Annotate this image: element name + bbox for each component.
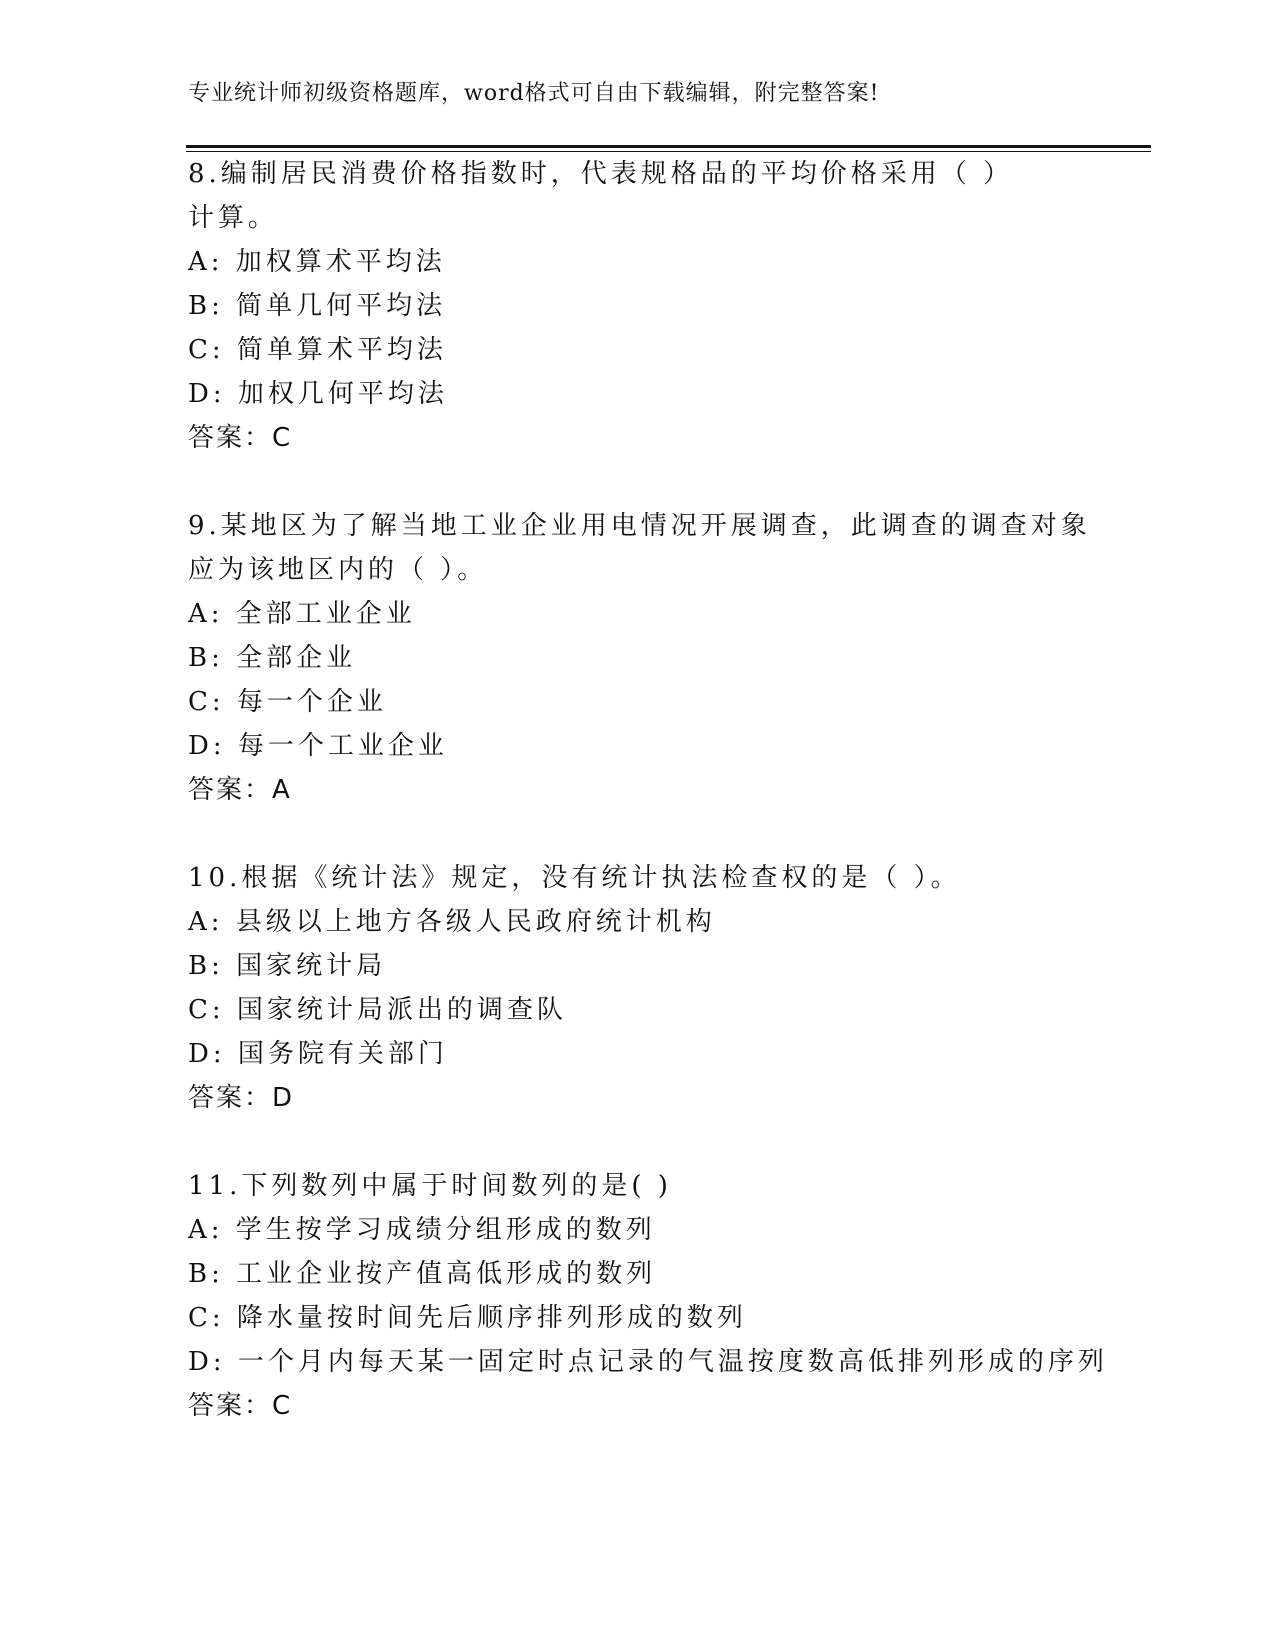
- question-8-stem-line1: 8.编制居民消费价格指数时，代表规格品的平均价格采用（ ）: [188, 159, 1014, 189]
- question-9-option-d: D: 每一个工业企业: [188, 731, 448, 761]
- question-11-option-c: C: 降水量按时间先后顺序排列形成的数列: [188, 1303, 747, 1333]
- page-header: 专业统计师初级资格题库，word格式可自由下载编辑，附完整答案!: [188, 81, 880, 106]
- question-10-option-b: B: 国家统计局: [188, 951, 387, 981]
- question-11-stem-line1: 11.下列数列中属于时间数列的是( ): [188, 1171, 672, 1201]
- question-10-option-a: A: 县级以上地方各级人民政府统计机构: [188, 907, 716, 937]
- question-9-option-a: A: 全部工业企业: [188, 599, 416, 629]
- question-10-stem-line1: 10.根据《统计法》规定，没有统计执法检查权的是（ ）。: [188, 863, 961, 893]
- question-11-option-b: B: 工业企业按产值高低形成的数列: [188, 1259, 657, 1289]
- header-rule-thick: [186, 145, 1151, 148]
- question-9-stem-line2: 应为该地区内的（ ）。: [188, 555, 488, 585]
- question-8-option-d: D: 加权几何平均法: [188, 379, 448, 409]
- question-10-option-c: C: 国家统计局派出的调查队: [188, 995, 567, 1025]
- question-9-option-c: C: 每一个企业: [188, 687, 387, 717]
- question-10-option-d: D: 国务院有关部门: [188, 1039, 448, 1069]
- question-9-answer: 答案：A: [188, 775, 292, 805]
- question-9-option-b: B: 全部企业: [188, 643, 357, 673]
- question-11-option-d: D: 一个月内每天某一固定时点记录的气温按度数高低排列形成的序列: [188, 1347, 1108, 1377]
- question-8-answer: 答案：C: [188, 423, 293, 453]
- question-8-option-c: C: 简单算术平均法: [188, 335, 447, 365]
- question-11-option-a: A: 学生按学习成绩分组形成的数列: [188, 1215, 656, 1245]
- question-8-stem-line2: 计算。: [188, 203, 279, 233]
- question-11-answer: 答案：C: [188, 1391, 293, 1421]
- question-8-option-a: A: 加权算术平均法: [188, 247, 446, 277]
- question-9-stem-line1: 9.某地区为了解当地工业企业用电情况开展调查，此调查的调查对象: [188, 511, 1091, 541]
- question-10-answer: 答案：D: [188, 1083, 295, 1113]
- header-rule-thin: [186, 151, 1151, 152]
- question-8-option-b: B: 简单几何平均法: [188, 291, 447, 321]
